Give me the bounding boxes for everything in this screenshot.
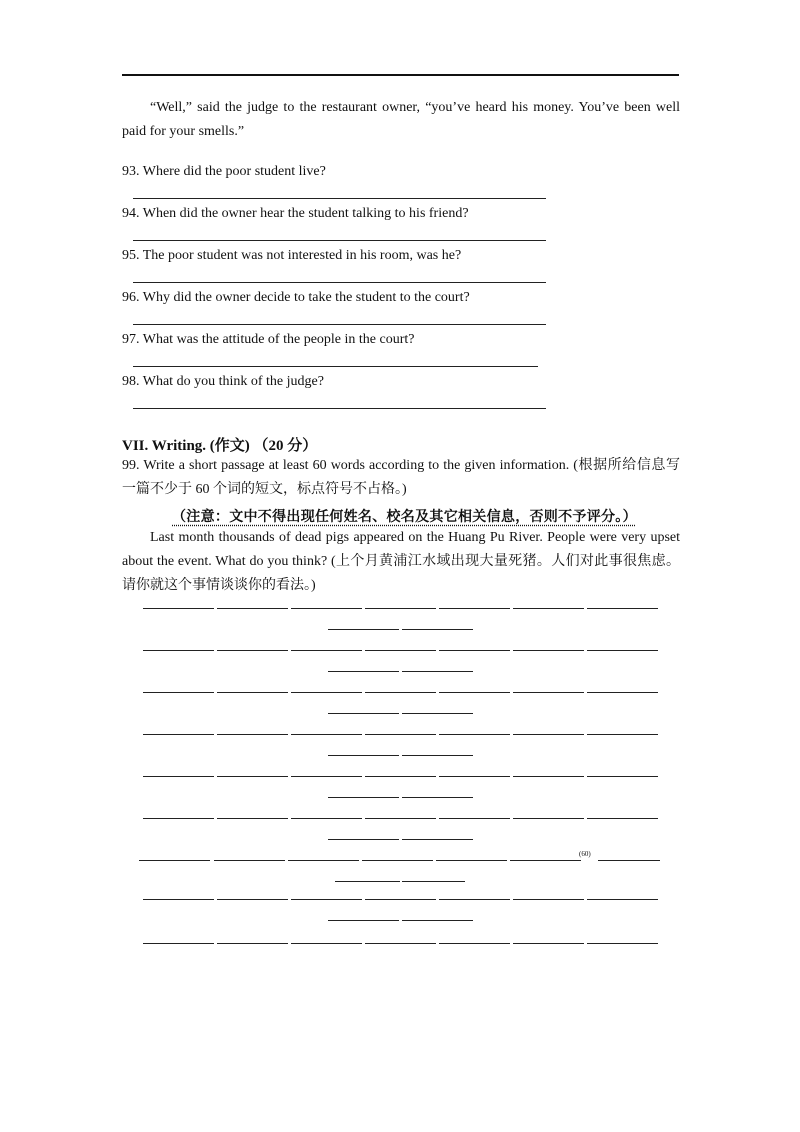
writing-blank[interactable]: [217, 650, 288, 651]
writing-blank[interactable]: [587, 734, 658, 735]
writing-blank[interactable]: [328, 755, 399, 756]
writing-blank[interactable]: [365, 734, 436, 735]
answer-line-97[interactable]: [133, 366, 538, 367]
question-98: 98. What do you think of the judge?: [122, 374, 324, 389]
writing-blank[interactable]: [402, 629, 473, 630]
writing-blank[interactable]: [587, 899, 658, 900]
writing-blank[interactable]: [291, 776, 362, 777]
writing-blank[interactable]: [513, 608, 584, 609]
writing-blank[interactable]: [365, 650, 436, 651]
writing-blank[interactable]: [291, 692, 362, 693]
writing-blank[interactable]: [513, 776, 584, 777]
writing-blank[interactable]: [291, 650, 362, 651]
writing-prompt: Last month thousands of dead pigs appeared on the Huang Pu River. People were very upset about the event. What do you think? (上个月黄浦江水域出现大量死猪。人们对此事很焦虑。请你就这个事情谈谈你的看法。): [122, 530, 680, 593]
writing-blank[interactable]: [402, 839, 473, 840]
question-97: 97. What was the attitude of the people in the court?: [122, 332, 415, 347]
writing-blank[interactable]: [291, 818, 362, 819]
question-94: 94. When did the owner hear the student talking to his friend?: [122, 206, 469, 221]
writing-blank[interactable]: [143, 608, 214, 609]
writing-blank[interactable]: [439, 734, 510, 735]
passage-ending: “Well,” said the judge to the restaurant owner, “you’ve heard his money. You’ve been well paid for your smells.”: [122, 100, 680, 139]
writing-blank[interactable]: [439, 943, 510, 944]
writing-blank[interactable]: [328, 920, 399, 921]
writing-blank[interactable]: [291, 734, 362, 735]
writing-blank[interactable]: [365, 692, 436, 693]
writing-blank[interactable]: [436, 860, 507, 861]
writing-instruction: 99. Write a short passage at least 60 words according to the given information. (根据所给信息写一篇不少于 60 个词的短文，标点符号不占格。): [122, 458, 680, 497]
writing-blank[interactable]: [335, 881, 400, 882]
writing-blank[interactable]: [402, 920, 473, 921]
writing-blank[interactable]: [365, 899, 436, 900]
answer-line-98[interactable]: [133, 408, 546, 409]
writing-blank[interactable]: [439, 650, 510, 651]
writing-blank[interactable]: [587, 650, 658, 651]
writing-blank[interactable]: [439, 608, 510, 609]
writing-blank[interactable]: [143, 943, 214, 944]
header-rule: [122, 74, 679, 76]
writing-blank[interactable]: [402, 881, 465, 882]
writing-blank[interactable]: [587, 943, 658, 944]
writing-blank[interactable]: [217, 943, 288, 944]
writing-blank[interactable]: [365, 818, 436, 819]
writing-blank[interactable]: [139, 860, 210, 861]
writing-blank[interactable]: [291, 608, 362, 609]
writing-blank[interactable]: [513, 692, 584, 693]
writing-blank[interactable]: [143, 818, 214, 819]
writing-blank[interactable]: [328, 797, 399, 798]
question-96: 96. Why did the owner decide to take the student to the court?: [122, 290, 470, 305]
writing-blank[interactable]: [217, 776, 288, 777]
writing-blank[interactable]: [362, 860, 433, 861]
answer-line-96[interactable]: [133, 324, 546, 325]
writing-blank[interactable]: [439, 692, 510, 693]
answer-line-94[interactable]: [133, 240, 546, 241]
writing-blank[interactable]: [439, 899, 510, 900]
writing-blank[interactable]: [402, 797, 473, 798]
writing-blank[interactable]: [143, 692, 214, 693]
writing-blank[interactable]: [143, 734, 214, 735]
writing-blank[interactable]: [510, 860, 581, 861]
writing-blank[interactable]: [217, 734, 288, 735]
word-count-mark: (60): [579, 850, 591, 858]
writing-heading: VII. Writing. (作文) （20 分）: [122, 438, 318, 454]
writing-blank[interactable]: [291, 943, 362, 944]
writing-blank[interactable]: [328, 629, 399, 630]
writing-blank[interactable]: [217, 899, 288, 900]
writing-blank[interactable]: [217, 692, 288, 693]
writing-blank[interactable]: [513, 899, 584, 900]
writing-blank[interactable]: [214, 860, 285, 861]
writing-blank[interactable]: [402, 755, 473, 756]
writing-blank[interactable]: [587, 818, 658, 819]
writing-blank[interactable]: [513, 650, 584, 651]
writing-blank[interactable]: [587, 608, 658, 609]
writing-blank[interactable]: [513, 943, 584, 944]
writing-blank[interactable]: [598, 860, 660, 861]
writing-blank[interactable]: [328, 671, 399, 672]
answer-line-93[interactable]: [133, 198, 546, 199]
writing-blank[interactable]: [439, 818, 510, 819]
writing-blank[interactable]: [365, 608, 436, 609]
writing-blank[interactable]: [143, 650, 214, 651]
writing-blank[interactable]: [365, 943, 436, 944]
question-93: 93. Where did the poor student live?: [122, 164, 326, 179]
writing-blank[interactable]: [402, 713, 473, 714]
writing-blank[interactable]: [513, 734, 584, 735]
writing-blank[interactable]: [143, 776, 214, 777]
writing-blank[interactable]: [328, 839, 399, 840]
writing-blank[interactable]: [402, 671, 473, 672]
writing-blank[interactable]: [217, 818, 288, 819]
answer-line-95[interactable]: [133, 282, 546, 283]
writing-blank[interactable]: [365, 776, 436, 777]
writing-blank[interactable]: [143, 899, 214, 900]
writing-blank[interactable]: [291, 899, 362, 900]
writing-blank[interactable]: [587, 776, 658, 777]
writing-blank[interactable]: [288, 860, 359, 861]
writing-blank[interactable]: [513, 818, 584, 819]
writing-blank[interactable]: [217, 608, 288, 609]
writing-blank[interactable]: [328, 713, 399, 714]
writing-notice: （注意：文中不得出现任何姓名、校名及其它相关信息，否则不予评分。）: [172, 509, 637, 525]
writing-blank[interactable]: [587, 692, 658, 693]
writing-blank[interactable]: [439, 776, 510, 777]
question-95: 95. The poor student was not interested in his room, was he?: [122, 248, 462, 263]
